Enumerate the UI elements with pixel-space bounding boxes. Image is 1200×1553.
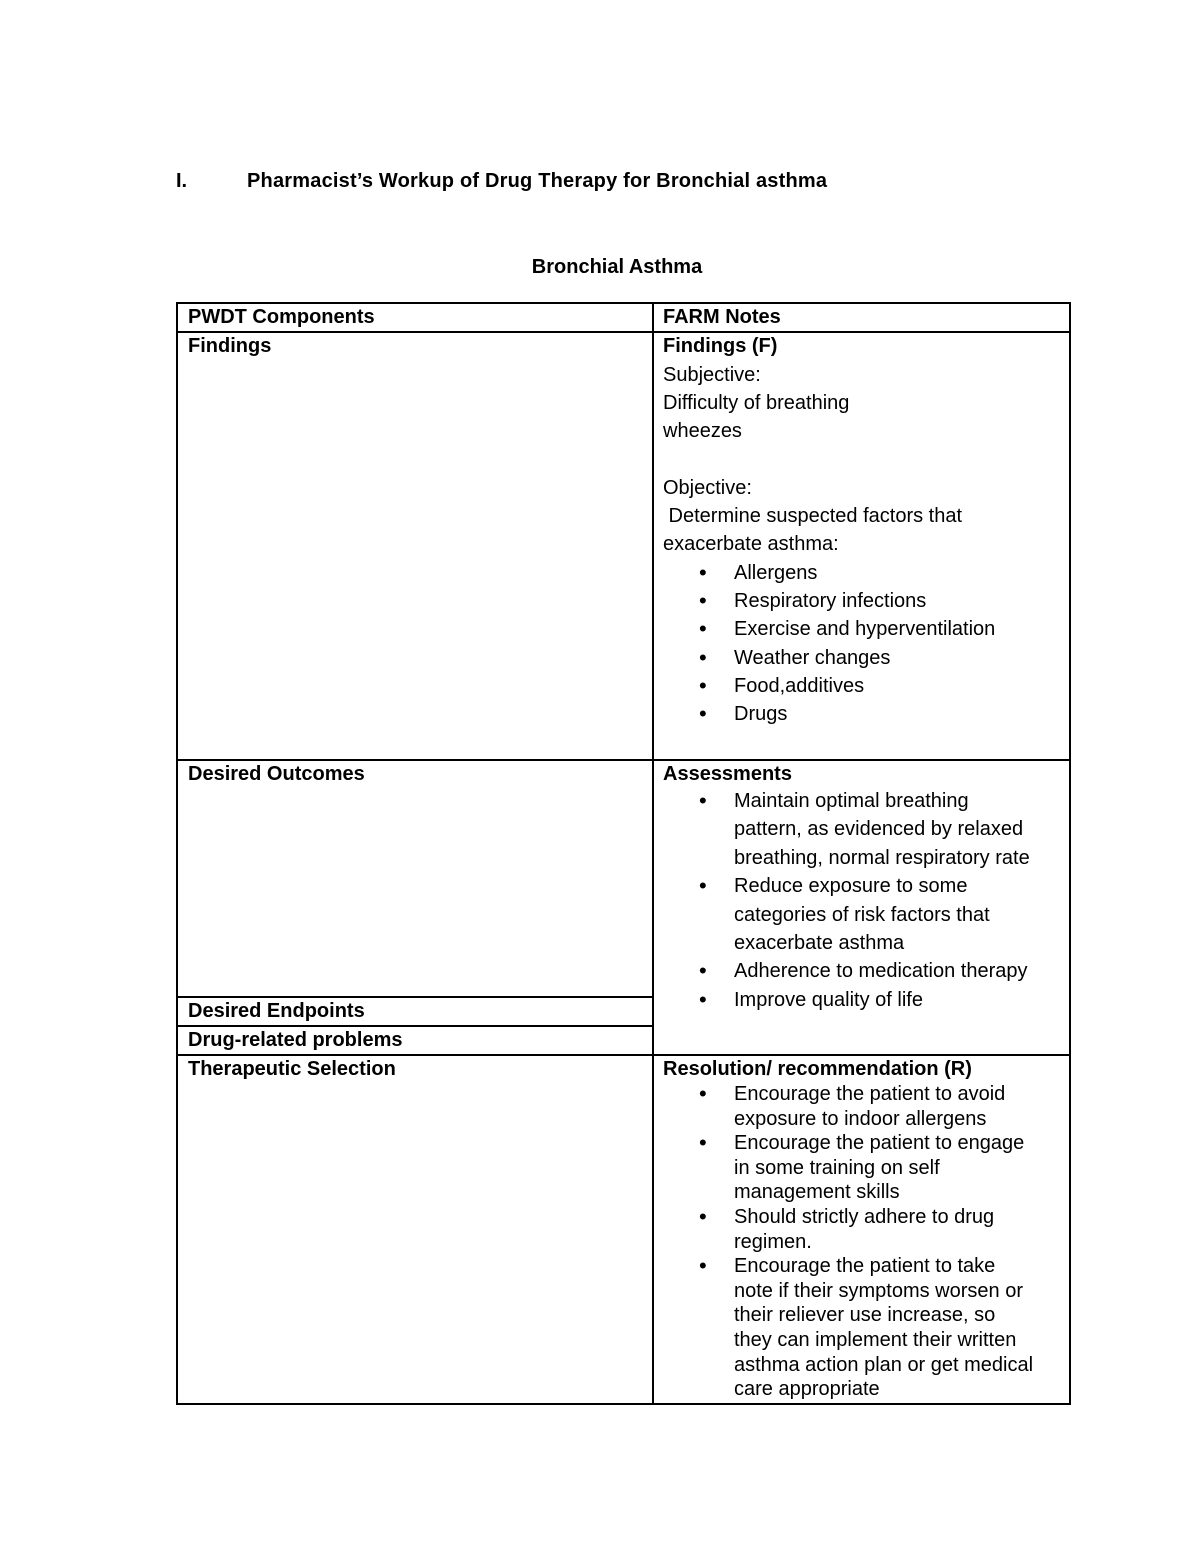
header-farm-notes: FARM Notes: [663, 306, 781, 328]
objective-line: Determine suspected factors that: [663, 505, 963, 528]
list-item: • Weather changes: [663, 644, 995, 672]
rule: [176, 302, 178, 1404]
subjective-line: wheezes: [663, 420, 742, 443]
rule: [176, 996, 653, 998]
list-item: • Adherence to medication therapy: [663, 957, 1030, 985]
list-item: • Allergens: [663, 559, 995, 587]
blank-line: [663, 446, 962, 474]
list-item: • Should strictly adhere to drug regimen.: [663, 1205, 1033, 1254]
rule: [652, 302, 654, 1404]
list-item: • Encourage the patient to take note if their symptoms worsen or their reliever use increase, so they can implement their written asthma action plan or get medical care appropriate: [663, 1254, 1033, 1402]
section-number: I.: [176, 170, 188, 192]
resolution-list: [663, 1082, 1033, 1402]
rule: [176, 1054, 1071, 1056]
header-pwdt-components: PWDT Components: [188, 306, 375, 328]
label-desired-outcomes: Desired Outcomes: [188, 763, 365, 785]
list-item: • Maintain optimal breathing pattern, as evidenced by relaxed breathing, normal respiratory rate: [663, 787, 1030, 872]
rule: [176, 1025, 653, 1027]
list-item: • Improve quality of life: [663, 986, 1030, 1014]
label-findings: Findings: [188, 335, 272, 357]
rule: [176, 302, 1071, 304]
rule: [176, 1403, 1071, 1405]
objective-label: Objective:: [663, 476, 752, 499]
label-therapeutic-selection: Therapeutic Selection: [188, 1058, 396, 1080]
rule: [176, 331, 1071, 333]
findings-title: Findings (F): [663, 335, 778, 357]
assessments-list: [663, 787, 1030, 1014]
rule: [176, 759, 1071, 761]
list-item: • Respiratory infections: [663, 587, 995, 615]
assessments-title: Assessments: [663, 763, 792, 785]
subjective-label: Subjective:: [663, 364, 761, 386]
label-desired-endpoints: Desired Endpoints: [188, 1000, 365, 1022]
rule: [1069, 302, 1071, 1404]
list-item: • Food,additives: [663, 672, 995, 700]
table-title: Bronchial Asthma: [531, 256, 703, 278]
list-item: • Encourage the patient to engage in some training on self management skills: [663, 1131, 1033, 1205]
resolution-title: Resolution/ recommendation (R): [663, 1058, 972, 1080]
section-title: Pharmacist’s Workup of Drug Therapy for Bronchial asthma: [247, 170, 828, 192]
list-item: • Encourage the patient to avoid exposure to indoor allergens: [663, 1082, 1033, 1131]
list-item: • Drugs: [663, 700, 995, 728]
factors-list: [663, 559, 995, 728]
objective-line: exacerbate asthma:: [663, 533, 839, 556]
list-item: • Exercise and hyperventilation: [663, 615, 995, 643]
label-drug-related-problems: Drug-related problems: [188, 1029, 403, 1051]
subjective-line: Difficulty of breathing: [663, 392, 850, 415]
findings-text: [663, 361, 962, 558]
list-item: • Reduce exposure to some categories of risk factors that exacerbate asthma: [663, 872, 1030, 957]
